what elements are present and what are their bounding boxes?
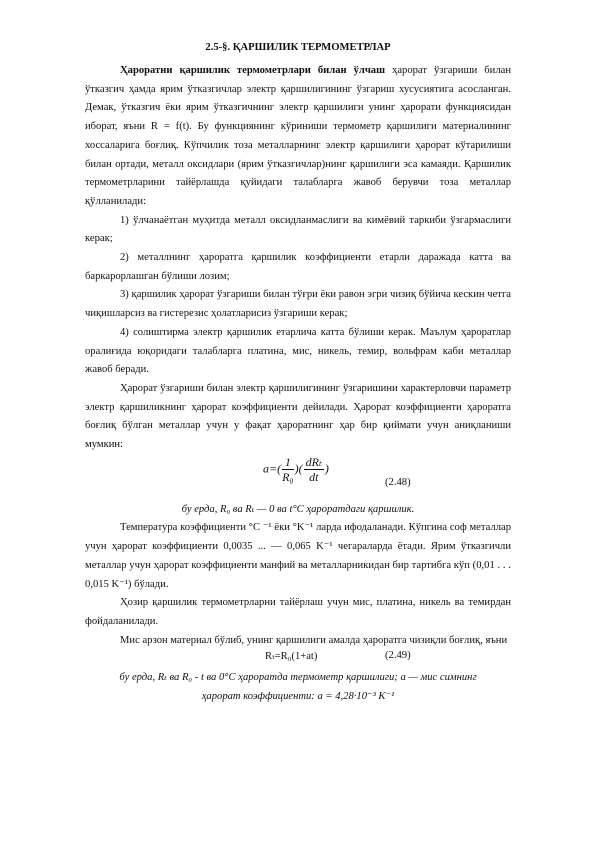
formula-2-49 [85, 650, 511, 669]
where-2-49-line1: бу ерда, Rₜ ва R₀ - t ва 0°C ҳароратда термометр қаршилиги; a — мис симнинг [119, 672, 477, 684]
modern-use-paragraph: Ҳозир қаршилик термометрларни тайёрлаш учун мис, платина, никель ва темирдан фойдаланилади. [85, 597, 511, 627]
formula-2-49-expression: Rₜ=R₀(1+at) [265, 651, 318, 663]
requirement-3: 3) қаршилик ҳарорат ўзгариши билан тўғри ёки равон эгри чизиқ бўйича кескин четга чиқишларсиз ва гистерезис ҳолатларисиз ўзгариши керак; [85, 289, 511, 320]
formula-2-48-expression [263, 455, 329, 484]
requirement-2: 2) металлнинг ҳароратга қаршилик коэффициенти етарли даражада катта ва баркарорлашган бўлиши лозим; [85, 252, 511, 282]
fraction-1-denominator: R₀ [282, 469, 294, 484]
equation-number-2-49: (2.49) [385, 650, 411, 662]
formula-2-48 [85, 455, 511, 501]
coefficient-paragraph: Ҳарорат ўзгариши билан электр қаршилигининг ўзгаришини характерловчи параметр электр қаршиликнинг ҳарорат коэффициенти дейилади. Ҳарорат коэффициенти ҳароратга боғлиқ бўлган металлар учун у фақат ҳароратнинг ҳар бир қиймати учун аниқланиши мумкин: [85, 382, 511, 451]
formula-lhs: a=( [263, 461, 282, 476]
section-title: 2.5-§. ҚАРШИЛИК ТЕРМОМЕТРЛАР [205, 42, 391, 53]
fraction-1-over-r0 [282, 455, 294, 484]
formula-mid: )( [294, 461, 303, 476]
intro-text: ҳарорат ўзгариши билан ўтказгич ҳамда ярим ўтказгичлар электр қаршилигининг ўзгариш хусусиятига асосланган. Демак, ўтказгич ёки ярим ўтказгичнинг электр қаршилиги унинг ҳарорати функциясидан иборат, яъни R = f(t). Бу функциянинг кўриниши термометр қаршилиги материалининг хоссаларига боғлиқ. Кўпчилик тоза металларнинг электр қаршилиги ҳарорат кўтарилиши билан ортади, металл оксидлари (ярим ўтказгичлар)нинг қаршилиги эса камаяди. Қаршилик термометрларини тайёрлашда қуйидаги талабларга жавоб берувчи тоза металлар қўлланилади: [85, 65, 512, 207]
where-2-48: бу ерда, R₀ ва Rₜ — 0 ва t°C ҳароратдаги қаршилик. [181, 503, 415, 515]
fraction-2-denominator: dt [309, 469, 319, 484]
equation-number-2-48: (2.48) [385, 476, 411, 488]
copper-paragraph: Мис арзон материал бўлиб, унинг қаршилиги амалда ҳароратга чизиқли боғлиқ, яъни [120, 634, 508, 646]
requirement-1: 1) ўлчанаётган муҳитда металл оксидланмаслиги ва кимёвий таркиби ўзгармаслиги керак; [85, 214, 511, 245]
fraction-1-numerator: 1 [282, 455, 294, 470]
formula-end: ) [324, 461, 329, 476]
fraction-2-numerator: dRₜ [305, 454, 322, 469]
fraction-drt-dt [304, 455, 324, 484]
intro-bold-lead: Ҳароратни қаршилик термометрлари билан ўлчаш [120, 65, 386, 76]
document-page [85, 40, 511, 706]
intro-paragraph [85, 62, 511, 212]
where-2-49-line2: ҳарорат коэффициенти: a = 4,28·10⁻³ K⁻¹ [201, 690, 395, 702]
requirement-4: 4) солиштирма электр қаршилик етарлича катта бўлиши керак. Маълум ҳароратлар оралиғида юқоридаги талабларга платина, мис, никель, темир, вольфрам каби металлар жавоб беради. [85, 326, 511, 376]
units-paragraph: Температура коэффициенти °C ⁻¹ ёки °K⁻¹ ларда ифодаланади. Кўпгина соф металлар учун ҳарорат коэффициенти 0,0035 ... — 0,065 K⁻¹ чегараларда ётади. Ярим ўтказгичли металлар учун ҳарорат коэффициенти манфий ва металларникидан бир тартибга кўп (0,01 . . . 0,015 K⁻¹) бўлади. [85, 522, 511, 590]
